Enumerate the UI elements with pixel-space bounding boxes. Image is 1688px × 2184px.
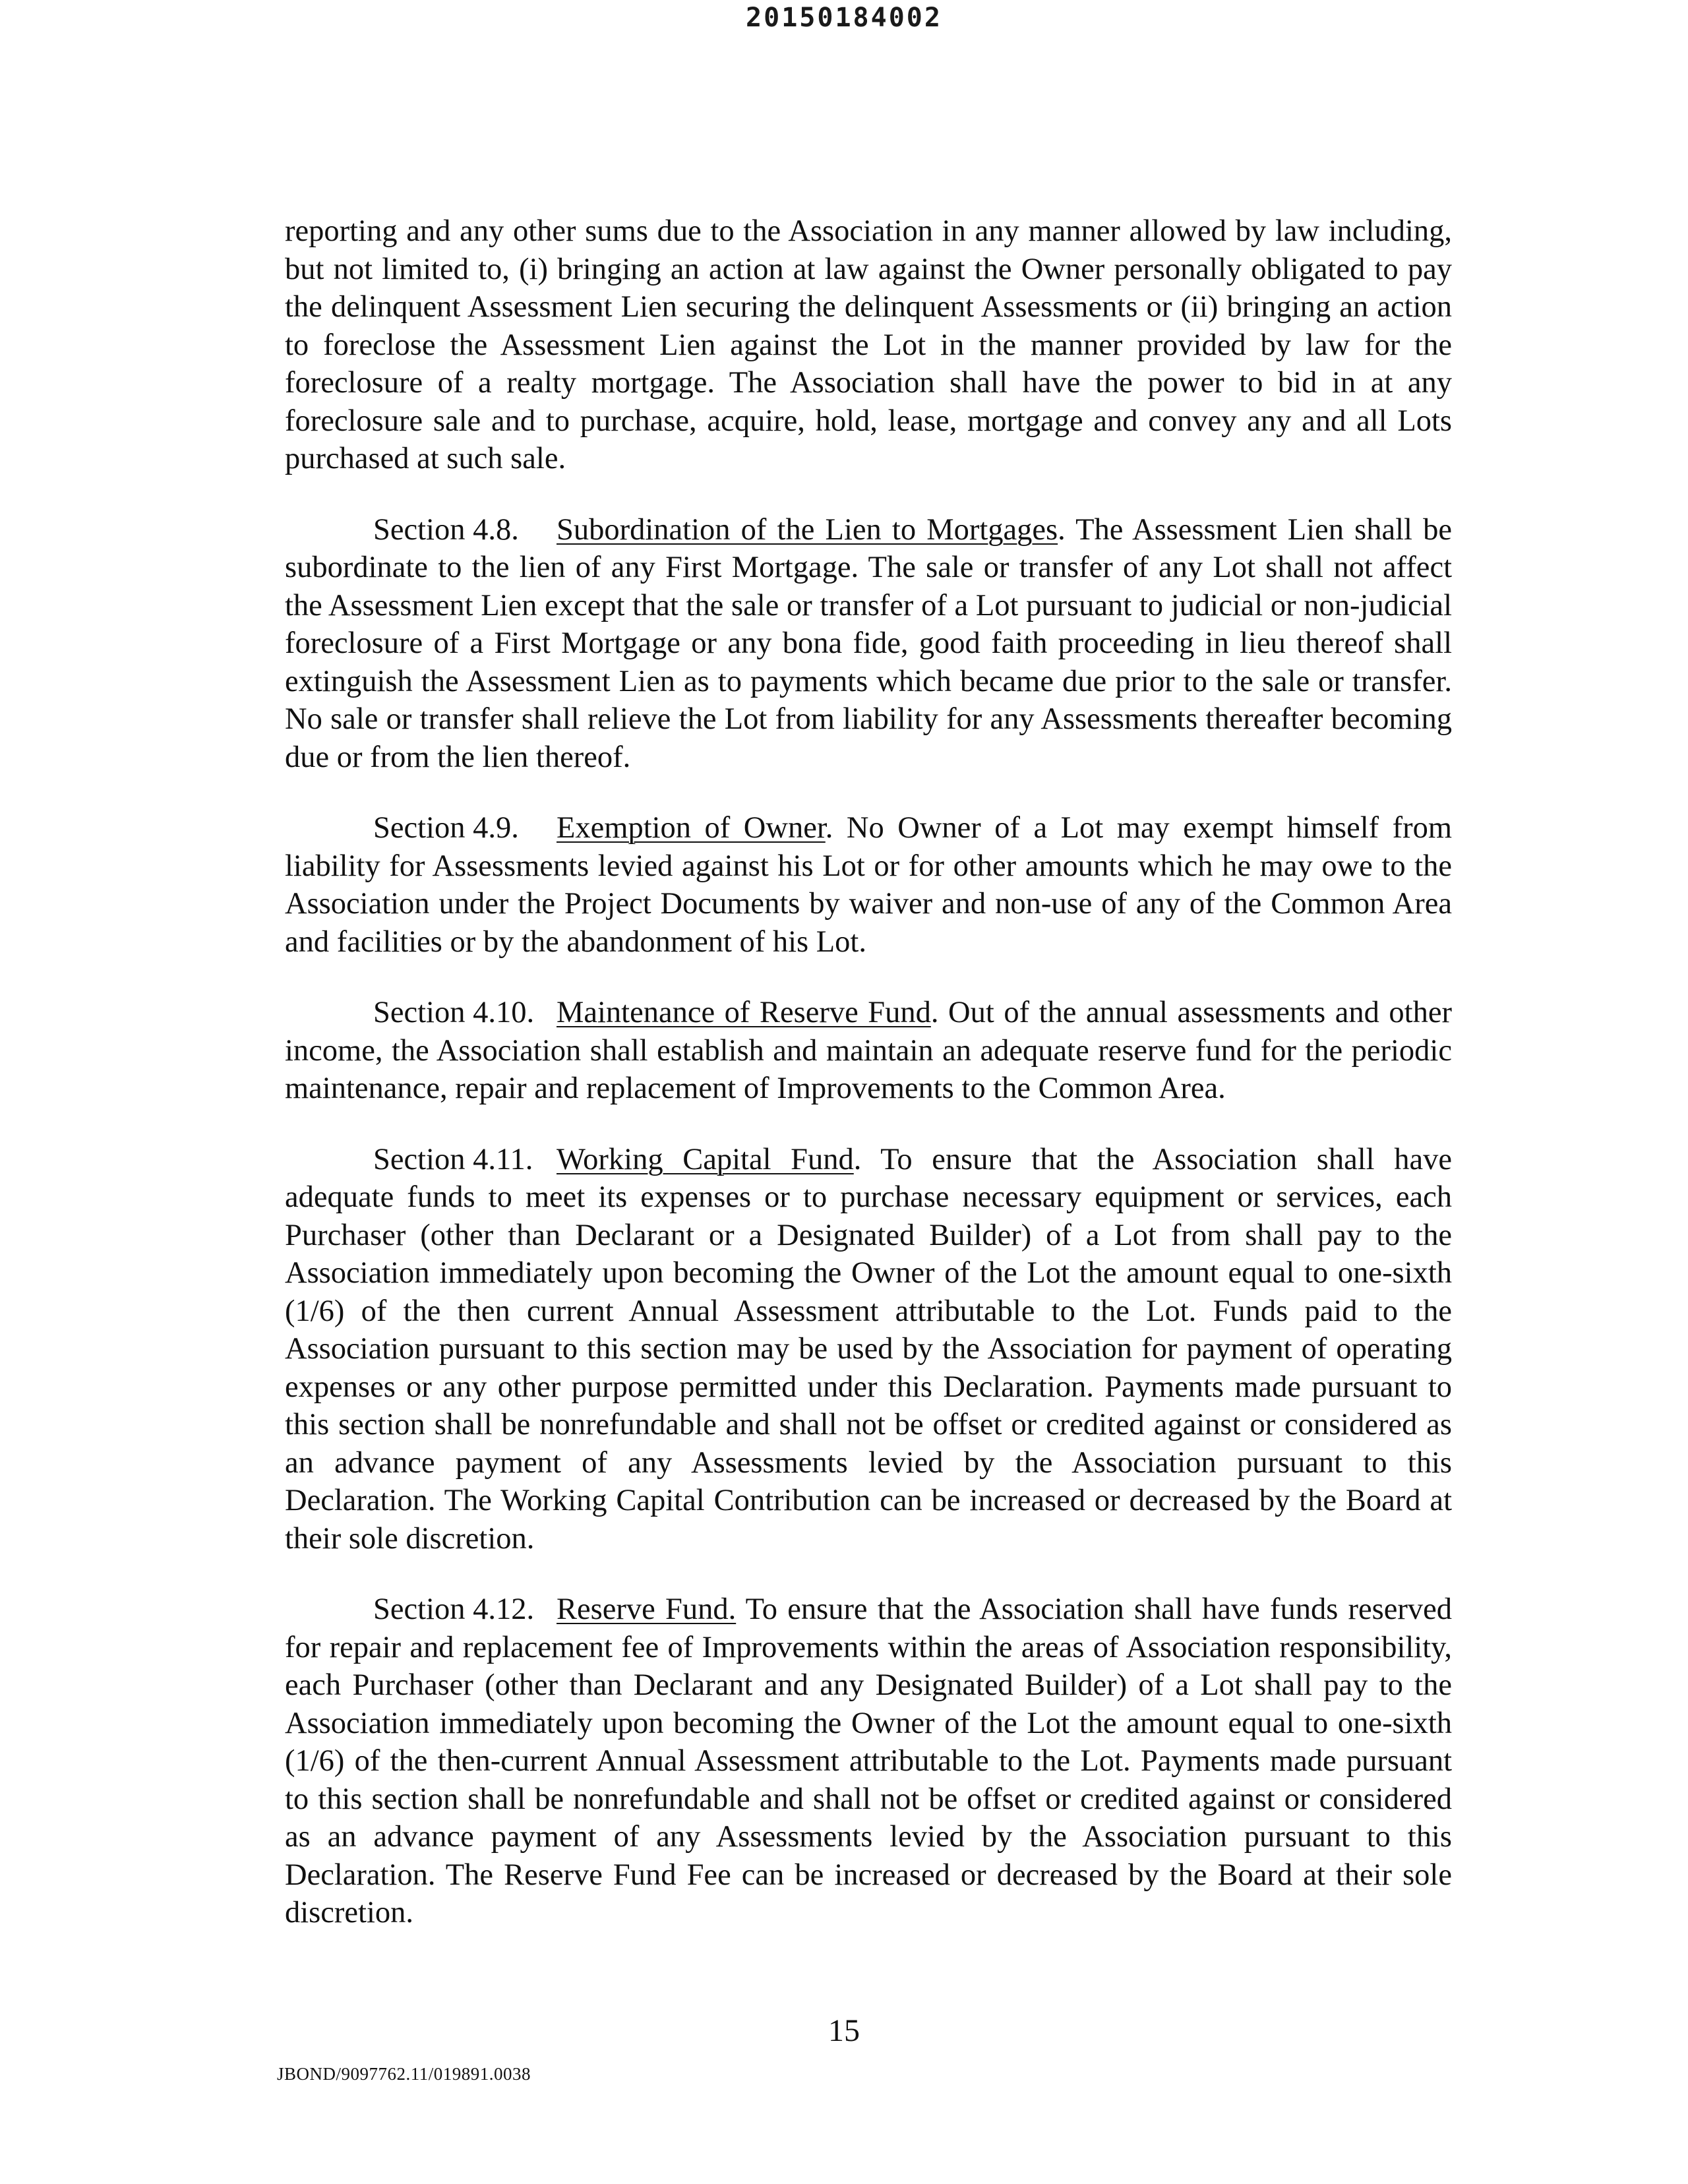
section-4-11 <box>285 1141 1452 1558</box>
page-number: 15 <box>828 2013 860 2048</box>
section-text: The Assessment Lien shall be subordinate to the lien of any First Mortgage. The sale or transfer of any Lot shall not affect the Assessment Lien except that the sale or transfer of a Lot pursuant to judicial or non-judicial foreclosure of a First Mortgage or any bona fide, good faith proceeding in lieu thereof shall extinguish the Assessment Lien as to payments which became due prior to the sale or transfer. No sale or transfer shall relieve the Lot from liability for any Assessments thereafter becoming due or from the lien thereof. <box>285 512 1452 774</box>
section-number: Section 4.8. <box>373 512 519 547</box>
section-number: Section 4.10. <box>373 996 535 1029</box>
section-text: Out of the annual assessments and other income, the Association shall establish and maintain an adequate reserve fund for the periodic maintenance, repair and replacement of Improvements to the Common Area. <box>285 996 1452 1105</box>
section-4-8 <box>285 511 1452 777</box>
section-number: Section 4.11. <box>373 1142 533 1176</box>
section-title-suffix: . <box>1058 512 1066 547</box>
section-number: Section 4.9. <box>373 811 519 845</box>
section-4-10 <box>285 994 1452 1108</box>
section-title: Working Capital Fund <box>557 1142 854 1176</box>
section-title: Reserve Fund. <box>557 1592 737 1626</box>
section-title: Maintenance of Reserve Fund <box>557 996 931 1029</box>
section-title-suffix: . <box>825 811 833 845</box>
recording-number: 20150184002 <box>746 3 942 33</box>
section-title-suffix: . <box>853 1142 862 1176</box>
section-text: To ensure that the Association shall have adequate funds to meet its expenses or to purchase necessary equipment or services, each Purchaser (other than Declarant or a Designated Builder) of a Lot from shall pay to the Association immediately upon becoming the Owner of the Lot the amount equal to one-sixth (1/6) of the then current Annual Assessment attributable to the Lot. Funds paid to the Association pursuant to this section may be used by the Association for payment of operating expenses or any other purpose permitted under this Declaration. Payments made pursuant to this section shall be nonrefundable and shall not be offset or credited against or considered as an advance payment of any Assessments levied by the Association pursuant to this Declaration. The Working Capital Contribution can be increased or decreased by the Board at their sole discretion. <box>285 1142 1452 1556</box>
section-4-9 <box>285 809 1452 961</box>
section-title: Exemption of Owner <box>557 811 826 845</box>
section-title: Subordination of the Lien to Mortgages <box>557 512 1058 547</box>
intro-paragraph: reporting and any other sums due to the Association in any manner allowed by law including, but not limited to, (i) bringing an action at law against the Owner personally obligated to pay the delinquent Assessment Lien securing the delinquent Assessments or (ii) bringing an action to foreclose the Assessment Lien against the Lot in the manner provided by law for the foreclosure of a realty mortgage. The Association shall have the power to bid in at any foreclosure sale and to purchase, acquire, hold, lease, mortgage and convey any and all Lots purchased at such sale. <box>285 214 1452 475</box>
section-number: Section 4.12. <box>373 1592 535 1626</box>
document-reference: JBOND/9097762.11/019891.0038 <box>277 2064 531 2084</box>
section-title-suffix: . <box>930 996 939 1029</box>
section-4-12 <box>285 1591 1452 1932</box>
section-text: To ensure that the Association shall have funds reserved for repair and replacement fee of Improvements within the areas of Association responsibility, each Purchaser (other than Declarant and any Designated Builder) of a Lot shall pay to the Association immediately upon becoming the Owner of the Lot the amount equal to one-sixth (1/6) of the then-current Annual Assessment attributable to the Lot. Payments made pursuant to this section shall be nonrefundable and shall not be offset or credited against or considered as an advance payment of any Assessments levied by the Association pursuant to this Declaration. The Reserve Fund Fee can be increased or decreased by the Board at their sole discretion. <box>285 1592 1452 1929</box>
document-body <box>285 212 1452 1965</box>
section-text: No Owner of a Lot may exempt himself from liability for Assessments levied against his Lot or for other amounts which he may owe to the Association under the Project Documents by waiver and non-use of any of the Common Area and facilities or by the abandonment of his Lot. <box>285 811 1452 959</box>
